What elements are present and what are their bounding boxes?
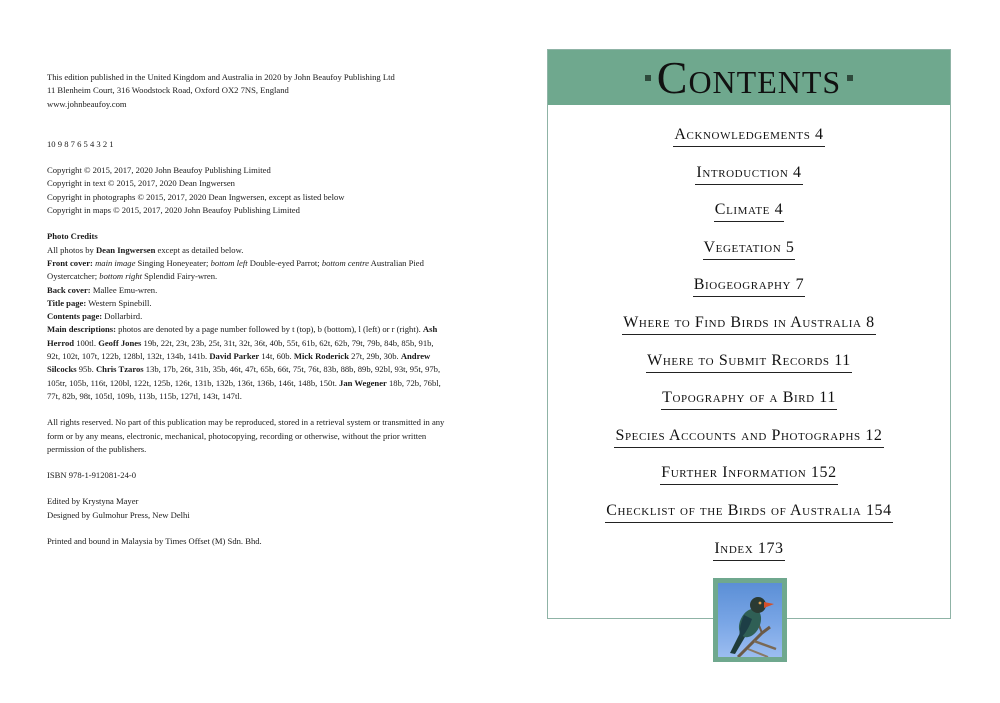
contents-header bbox=[548, 50, 950, 105]
toc-link[interactable]: Where to Submit Records 11 bbox=[646, 352, 852, 373]
toc-item[interactable] bbox=[548, 502, 950, 540]
back-cover-credit: Back cover: Mallee Emu-wren. bbox=[47, 284, 158, 295]
contents-page-credit: Contents page: Dollarbird. bbox=[47, 311, 143, 322]
toc-link[interactable]: Topography of a Bird 11 bbox=[661, 389, 837, 410]
toc-link[interactable]: Where to Find Birds in Australia 8 bbox=[622, 314, 876, 335]
front-cover-credit: Front cover: main image Singing Honeyeater; bottom left Double-eyed Parrot; bottom centre Australian Pied Oystercatcher; bottom right Splendid Fairy-wren. bbox=[47, 257, 424, 282]
ornament-dot-left bbox=[645, 75, 651, 81]
imprint-page bbox=[47, 71, 447, 548]
rights-statement: All rights reserved. No part of this publication may be reproduced, stored in a retrieval system or transmitted in any form or by any means, electronic, mechanical, photocopying, recording or otherwise, without the prior written permission of the publishers. bbox=[47, 417, 445, 454]
publisher-website: www.johnbeaufoy.com bbox=[47, 98, 127, 109]
printer-line: Printed and bound in Malaysia by Times Offset (M) Sdn. Bhd. bbox=[47, 536, 262, 547]
publisher-address: 11 Blenheim Court, 316 Woodstock Road, Oxford OX2 7NS, England bbox=[47, 85, 289, 96]
toc-link[interactable]: Species Accounts and Photographs 12 bbox=[614, 427, 883, 448]
dollarbird-photo bbox=[718, 583, 782, 657]
toc-link[interactable]: Vegetation 5 bbox=[703, 239, 796, 260]
contents-panel bbox=[547, 49, 951, 619]
photo-credits-heading: Photo Credits bbox=[47, 231, 98, 242]
toc-item[interactable] bbox=[548, 201, 950, 239]
isbn: ISBN 978-1-912081-24-0 bbox=[47, 470, 137, 481]
toc-item[interactable] bbox=[548, 314, 950, 352]
toc-item[interactable] bbox=[548, 540, 950, 578]
publisher-line: This edition published in the United Kingdom and Australia in 2020 by John Beaufoy Publishing Ltd bbox=[47, 72, 395, 82]
dollarbird-illustration bbox=[718, 583, 782, 657]
toc-link[interactable]: Further Information 152 bbox=[660, 464, 837, 485]
toc-link[interactable]: Index 173 bbox=[713, 540, 784, 561]
toc-link[interactable]: Climate 4 bbox=[714, 201, 784, 222]
toc-item[interactable] bbox=[548, 352, 950, 390]
toc-item[interactable] bbox=[548, 164, 950, 202]
toc-item[interactable] bbox=[548, 427, 950, 465]
toc-link[interactable]: Biogeography 7 bbox=[693, 276, 806, 297]
main-descriptions-credit: Main descriptions: photos are denoted by a page number followed by t (top), b (bottom), l (left) or r (right). Ash Herrod 100tl. Geoff Jones 19b, 22t, 23t, 23b, 25t, 31t, 32t, 36t, 40b, 55t, 61b, 62t, 62b, 79t, 79b, 84b, 85b, 91b, 92t, 102t, 107t, 122b, 128bl, 132t, 134b, 141b. David Parker 14t, 60b. Mick Roderick 27t, 29b, 30b. Andrew Silcocks 95b. Chris Tzaros 13b, 17b, 26t, 31b, 35b, 46t, 47t, 65b, 66t, 75t, 76t, 83b, 88b, 89b, 92bl, 93t, 95t, 97b, 105tr, 105b, 116t, 120bl, 122t, 125b, 126t, 131b, 132b, 136t, 136b, 146t, 148b, 150t. Jan Wegener 18b, 72b, 76bl, 77t, 82b, 98t, 105tl, 109b, 113b, 115b, 127tl, 143t, 147tl. bbox=[47, 324, 441, 401]
copyright-line: Copyright © 2015, 2017, 2020 John Beaufoy Publishing Limited bbox=[47, 165, 271, 176]
all-photos-line: All photos by Dean Ingwersen except as detailed below. bbox=[47, 244, 244, 255]
copyright-line: Copyright in text © 2015, 2017, 2020 Dean Ingwersen bbox=[47, 178, 235, 189]
toc-link[interactable]: Checklist of the Birds of Australia 154 bbox=[605, 502, 893, 523]
ornament-dot-right bbox=[847, 75, 853, 81]
editor-line: Edited by Krystyna Mayer bbox=[47, 496, 139, 507]
copyright-line: Copyright in photographs © 2015, 2017, 2020 Dean Ingwersen, except as listed below bbox=[47, 191, 345, 202]
toc-item[interactable] bbox=[548, 464, 950, 502]
toc-item[interactable] bbox=[548, 239, 950, 277]
contents-title-group bbox=[645, 51, 853, 103]
toc-link[interactable]: Introduction 4 bbox=[695, 164, 802, 185]
toc-item[interactable] bbox=[548, 276, 950, 314]
copyright-line: Copyright in maps © 2015, 2017, 2020 John Beaufoy Publishing Limited bbox=[47, 205, 300, 216]
page-title: Contents bbox=[656, 51, 842, 103]
table-of-contents bbox=[548, 126, 950, 577]
title-page-credit: Title page: Western Spinebill. bbox=[47, 297, 152, 308]
toc-link[interactable]: Acknowledgements 4 bbox=[673, 126, 824, 147]
toc-item[interactable] bbox=[548, 126, 950, 164]
photo-frame bbox=[713, 578, 787, 662]
designer-line: Designed by Gulmohur Press, New Delhi bbox=[47, 509, 190, 520]
toc-item[interactable] bbox=[548, 389, 950, 427]
print-line: 10 9 8 7 6 5 4 3 2 1 bbox=[47, 138, 114, 149]
